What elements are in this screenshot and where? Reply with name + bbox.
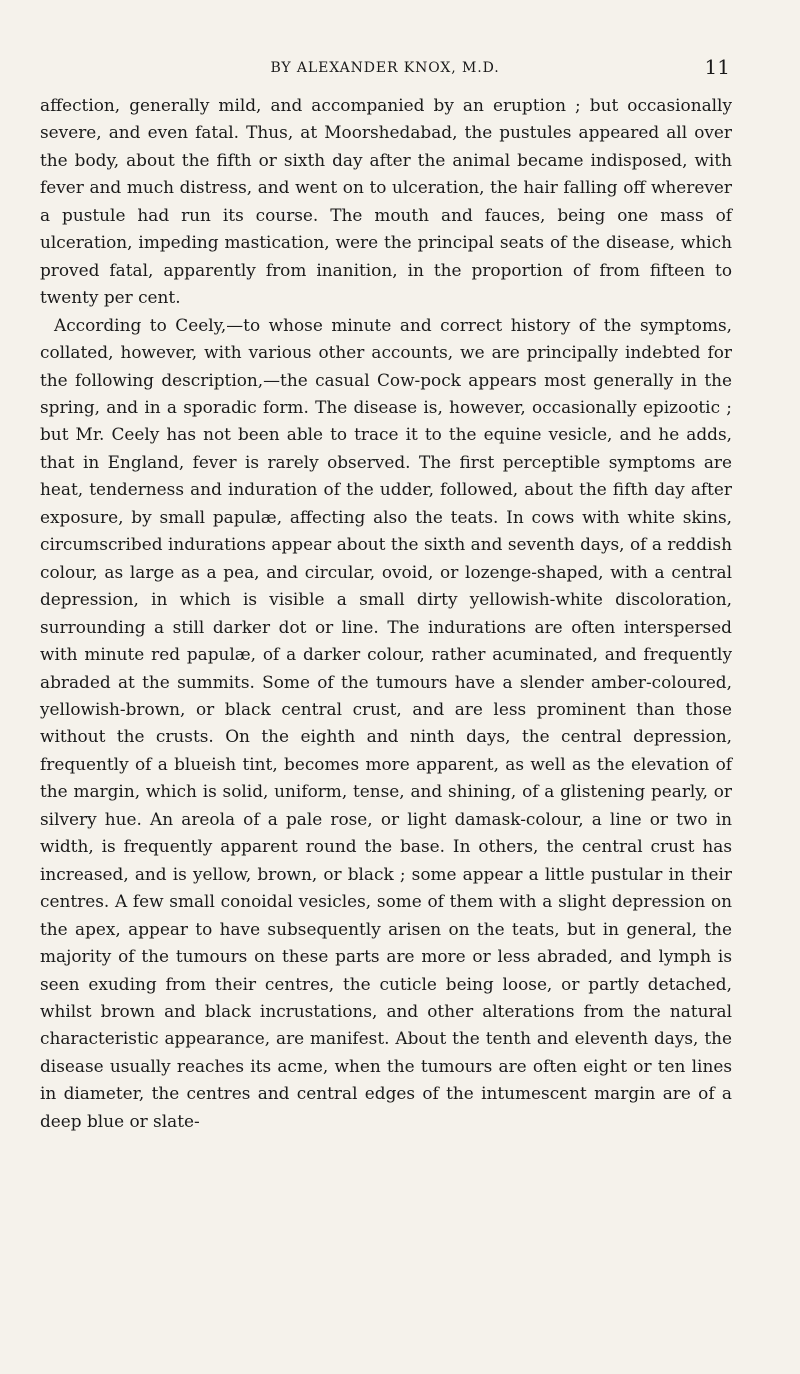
running-title: BY ALEXANDER KNOX, M.D. xyxy=(270,60,500,76)
paragraph-ceely-description: According to Ceely,—to whose minute and correct history of the symptoms, collated, however, with various other accounts, we are principally indebted for the following description,—the casual Cow-pock appears most generally in the spring, and in a sporadic form. The disease is, however, occasionally epizootic ; but Mr. Ceely has not been able to trace it to the equine vesicle, and he adds, that in England, fever is rarely observed. The first perceptible symptoms are heat, tenderness and induration of the udder, followed, about the fifth day after exposure, by small papulæ, affecting also the teats. In cows with white skins, circumscribed indurations appear about the sixth and seventh days, of a reddish colour, as large as a pea, and circular, ovoid, or lozenge-shaped, with a central depression, in which is visible a small dirty yellowish-white discoloration, surrounding a still darker dot or line. The indurations are often interspersed with minute red papulæ, of a darker colour, rather acuminated, and frequently abraded at the summits. Some of the tumours have a slender amber-coloured, yellowish-brown, or black central crust, and are less prominent than those without the crusts. On the eighth and ninth days, the central depression, frequently of a blueish tint, becomes more apparent, as well as the elevation of the margin, which is solid, uniform, tense, and shining, of a glistening pearly, or silvery hue. An areola of a pale rose, or light damask-colour, a line or two in width, is frequently apparent round the base. In others, the central crust has increased, and is yellow, brown, or black ; some appear a little pustular in their centres. A few small conoidal vesicles, some of them with a slight depression on the apex, appear to have subsequently arisen on the teats, but in general, the majority of the tumours on these parts are more or less abraded, and lymph is seen exuding from their centres, the cuticle being loose, or partly detached, whilst brown and black incrustations, and other alterations from the natural characteristic appearance, are manifest. About the tenth and eleventh days, the disease usually reaches its acme, when the tumours are often eight or ten lines in diameter, the centres and central edges of the intumescent margin are of a deep blue or slate- xyxy=(40,314,732,1131)
body-text xyxy=(40,92,732,1135)
running-head xyxy=(40,55,730,84)
paragraph-continued: affection, generally mild, and accompanied by an eruption ; but occasionally severe, and even fatal. Thus, at Moorshedabad, the pustules appeared all over the body, about the fifth or sixth day after the animal became indisposed, with fever and much distress, and went on to ulceration, the hair falling off wherever a pustule had run its course. The mouth and fauces, being one mass of ulceration, impeding mastication, were the principal seats of the disease, which proved fatal, apparently from inanition, in the proportion of from fifteen to twenty per cent. xyxy=(40,95,732,308)
page-number: 11 xyxy=(704,55,730,79)
